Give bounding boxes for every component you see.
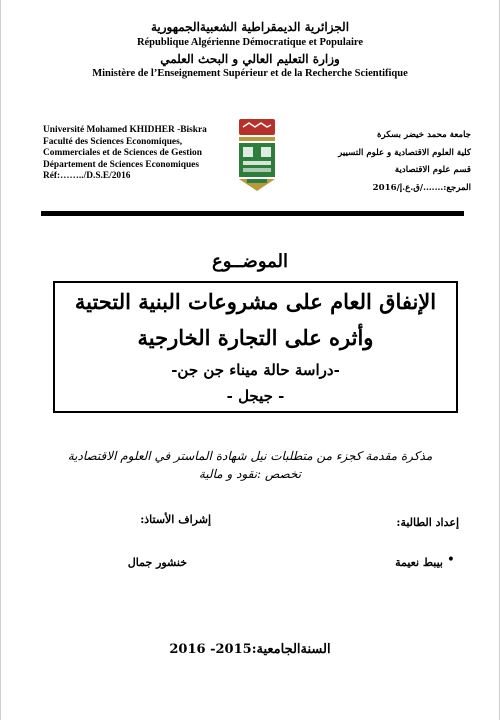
- supervisor-name: خنشور جمال: [127, 556, 187, 569]
- title-box: [53, 281, 458, 413]
- faculty-name-french-line1: Faculté des Sciences Economiques,: [43, 136, 183, 147]
- subject-label: الموضــوع: [211, 251, 289, 272]
- header-ministry-arabic: وزارة التعليم العالي و البحث العلمي: [160, 52, 340, 66]
- header-ministry-french: Ministère de l’Enseignement Supérieur et de la Recherche Scientifique: [92, 68, 408, 79]
- header-republic-arabic: الجزائرية الديمقراطية الشعبيةالجمهورية: [150, 20, 350, 34]
- prepared-by-label: إعداد الطالبة:: [396, 516, 459, 529]
- institution-french-block: [43, 125, 253, 183]
- bullet-icon: •: [446, 552, 455, 568]
- university-name-french: Université Mohamed KHIDHER -Biskra: [43, 125, 207, 135]
- reference-arabic: المرجع:……./ق.ع.إ/2016: [372, 182, 471, 193]
- institution-arabic-block: [271, 127, 471, 197]
- faculty-name-arabic: كلية العلوم الاقتصادية و علوم التسيير: [338, 147, 471, 158]
- memo-specialization: تخصص :نقود و مالية: [198, 467, 302, 481]
- department-name-french: Département de Sciences Economiques: [43, 159, 199, 170]
- supervised-by-label: إشراف الأستاذ:: [140, 513, 211, 526]
- reference-french: Réf:……../D.S.E/2016: [43, 171, 131, 182]
- thesis-title-line1: الإنفاق العام على مشروعات البنية التحتية: [74, 289, 437, 314]
- academic-year: السنةالجامعية:2015- 2016: [169, 642, 331, 657]
- student-name: بيبط نعيمة: [395, 556, 443, 569]
- faculty-name-french-line2: Commerciales et de Sciences de Gestion: [43, 148, 202, 159]
- memo-description: مذكرة مقدمة كجزء من متطلبات نيل شهادة الماستر في العلوم الاقتصادية: [67, 449, 433, 463]
- university-name-arabic: جامعة محمد خيضر بسكرة: [376, 130, 471, 140]
- thesis-title-line2: وأثره على التجارة الخارجية: [137, 325, 374, 350]
- department-name-arabic: قسم علوم الاقتصادية: [394, 165, 471, 175]
- divider-rule: [41, 211, 464, 216]
- case-study-location: - جيجل -: [226, 387, 285, 405]
- logo-red-band: [239, 119, 275, 135]
- header-republic-french: République Algérienne Démocratique et Populaire: [136, 37, 364, 48]
- case-study-line: -دراسة حالة ميناء جن جن-: [171, 361, 340, 379]
